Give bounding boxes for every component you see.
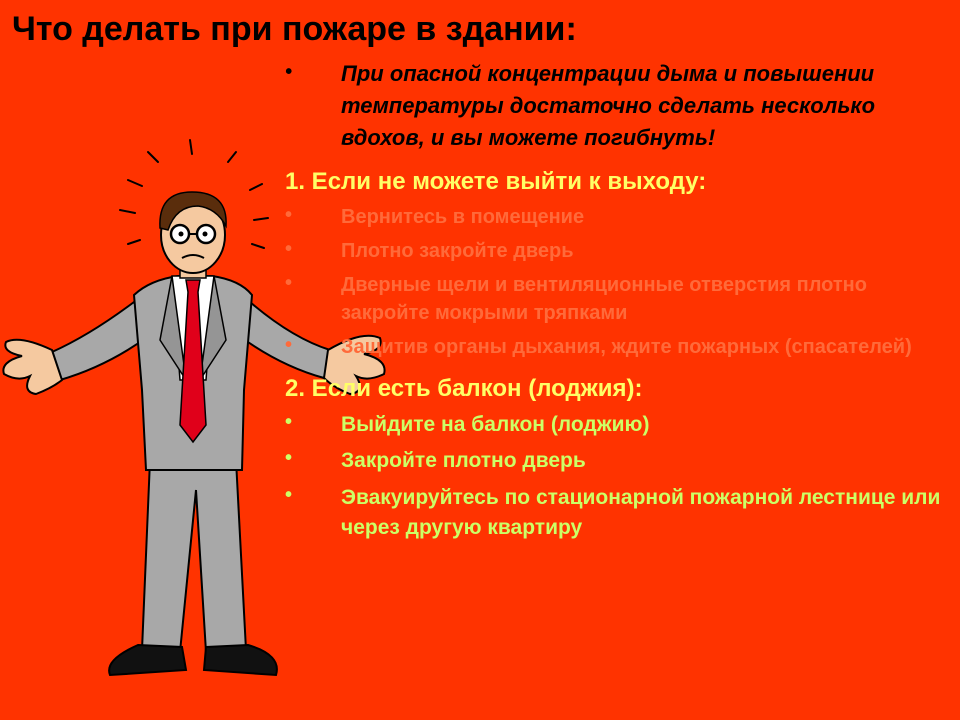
section2-heading: 2. Если есть балкон (лоджия): bbox=[285, 374, 643, 402]
list-item-text: Выйдите на балкон (лоджию) bbox=[341, 413, 650, 437]
list-item bbox=[285, 333, 945, 361]
intro-warning bbox=[285, 58, 945, 154]
bullet-icon: • bbox=[285, 447, 293, 470]
bullet-icon: • bbox=[285, 61, 293, 83]
list-item bbox=[285, 203, 945, 231]
section1-heading: 1. Если не можете выйти к выходу: bbox=[285, 167, 707, 195]
list-item-text: Дверные щели и вентиляционные отверстия плотно закройте мокрыми тряпками bbox=[341, 273, 867, 324]
bullet-icon: • bbox=[285, 203, 293, 226]
intro-text: При опасной концентрации дыма и повышении температуры достаточно сделать несколько вдохов, и вы можете погибнуть! bbox=[341, 61, 876, 150]
list-item bbox=[285, 410, 945, 440]
bullet-icon: • bbox=[285, 333, 293, 356]
slide-title: Что делать при пожаре в здании: bbox=[12, 10, 577, 48]
list-item-text: Защитив органы дыхания, ждите пожарных (спасателей) bbox=[341, 335, 912, 358]
list-item-text: Закройте плотно дверь bbox=[341, 449, 586, 473]
bullet-icon: • bbox=[285, 271, 293, 294]
bullet-icon: • bbox=[285, 411, 293, 434]
list-item-text: Плотно закройте дверь bbox=[341, 239, 574, 262]
list-item bbox=[285, 271, 945, 327]
list-item-text: Вернитесь в помещение bbox=[341, 205, 585, 228]
list-item bbox=[285, 237, 945, 265]
bullet-icon: • bbox=[285, 237, 293, 260]
list-item bbox=[285, 483, 945, 544]
list-item-text: Эвакуируйтесь по стационарной пожарной лестнице или через другую квартиру bbox=[341, 485, 941, 540]
bullet-icon: • bbox=[285, 483, 293, 506]
content bbox=[285, 58, 945, 550]
list-item bbox=[285, 446, 945, 476]
